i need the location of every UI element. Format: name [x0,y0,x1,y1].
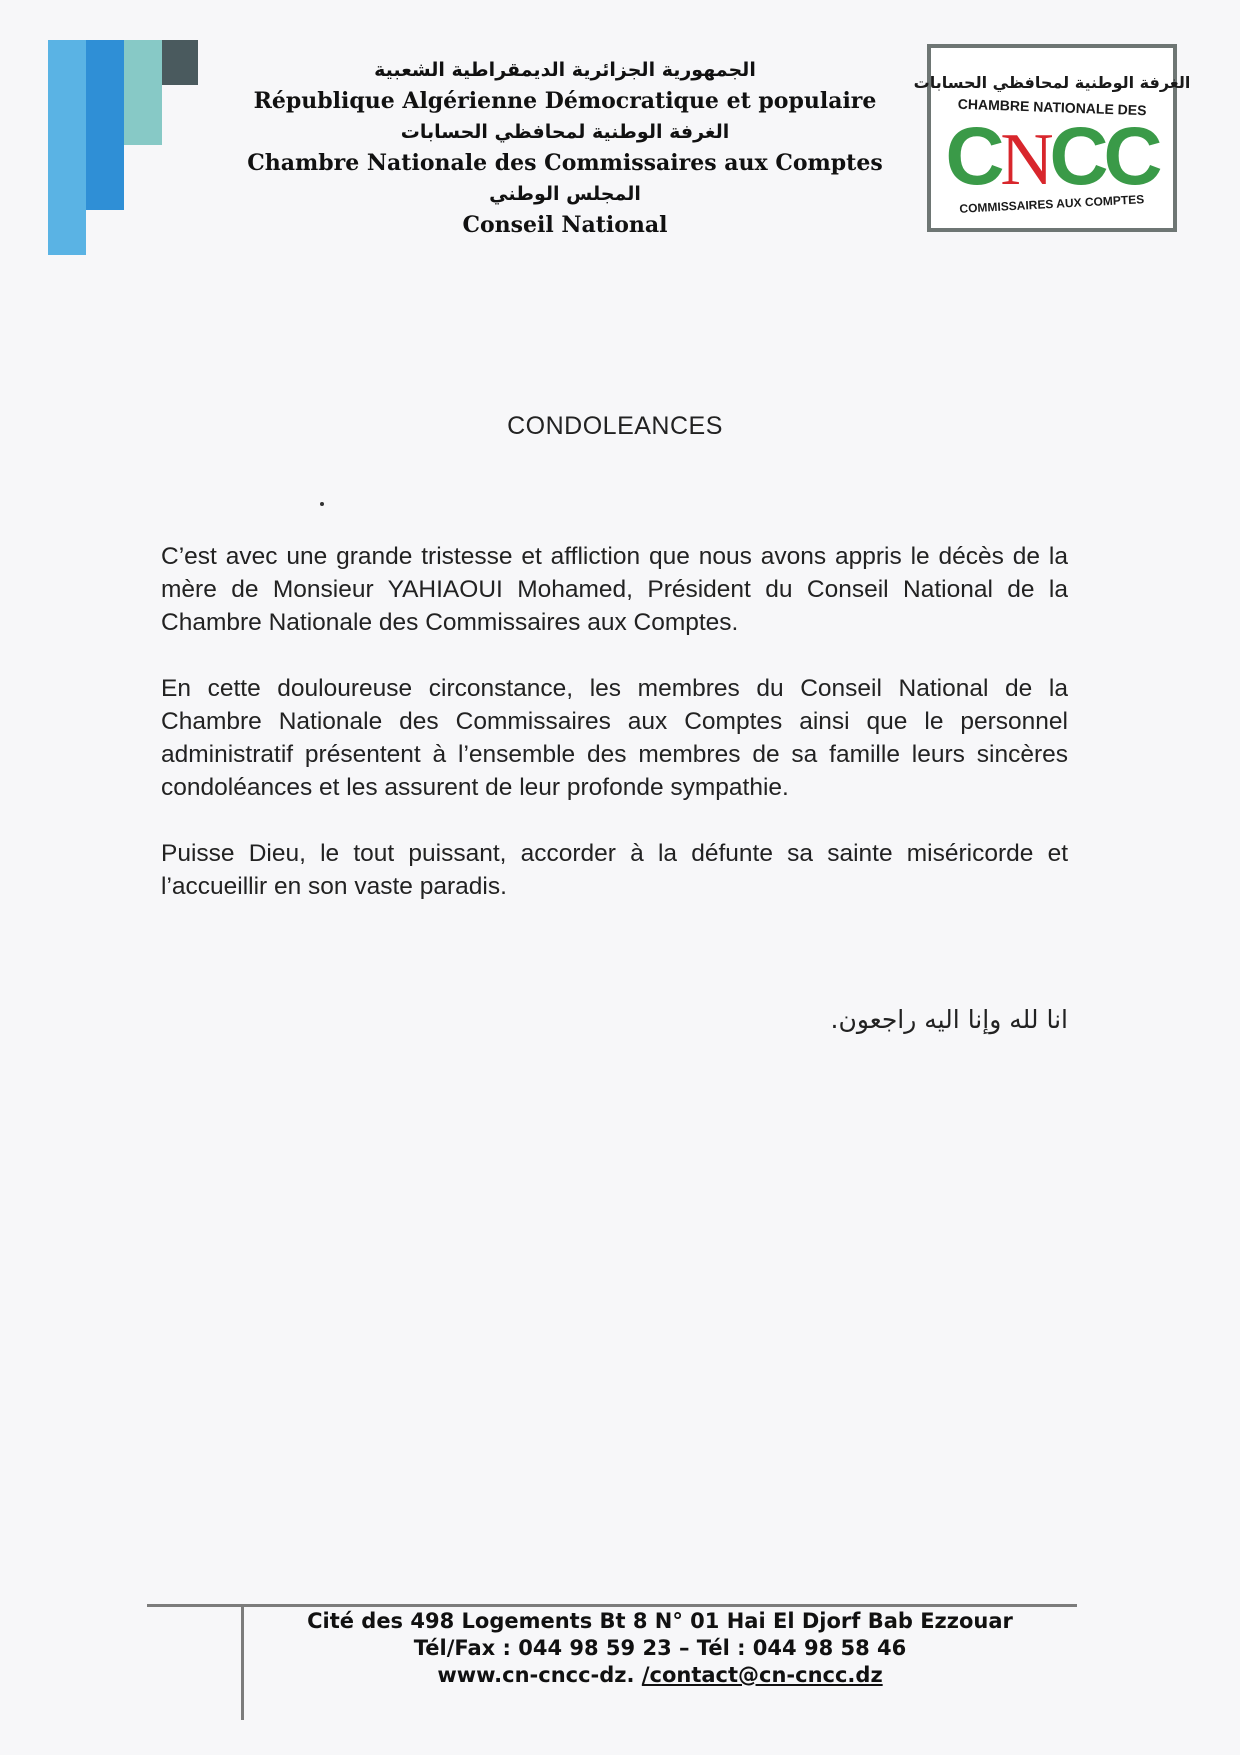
footer-phone: Tél/Fax : 044 98 59 23 – Tél : 044 98 58 46 [413,1636,907,1660]
footer-website-link[interactable]: www.cn-cncc-dz. [437,1663,635,1687]
logo-letter-n: N [1000,119,1054,201]
letterhead [230,55,900,241]
logo-letter-c1: C [945,111,1005,202]
footer-contact [270,1608,1050,1689]
logo-block-teal [124,40,162,145]
footer-email-link[interactable]: /contact@cn-cncc.dz [641,1663,883,1687]
logo-block-blue [86,40,124,210]
logo-letter-c2: C [1049,111,1109,202]
closing-arabic: انا لله وإنا اليه راجعون. [830,1005,1068,1034]
footer-address: Cité des 498 Logements Bt 8 N° 01 Hai El Djorf Bab Ezzouar [307,1609,1013,1633]
logo-block-light-blue [48,40,86,255]
header-fr-republic: République Algérienne Démocratique et populaire [253,88,877,114]
footer-divider [147,1604,1077,1607]
logo-letter-c3: C [1103,111,1163,202]
paragraph: C’est avec une grande tristesse et affliction que nous avons appris le décès de la mère de Monsieur YAHIAOUI Mohamed, Président du Conseil National de la Chambre Nationale des Commissaires aux Comptes. [161,543,1068,636]
header-fr-chamber: Chambre Nationale des Commissaires aux Comptes [247,150,883,176]
footer-vertical-divider [241,1604,244,1720]
logo-block-dark [162,40,198,85]
header-ar-chamber: الغرفة الوطنية لمحافظي الحسابات [400,121,730,143]
document-title: CONDOLEANCES [507,412,723,440]
letter-body [161,540,1068,936]
header-ar-republic: الجمهورية الجزائرية الديمقراطية الشعبية [374,59,756,81]
logo-bottom-text: COMMISSAIRES AUX COMPTES [959,192,1145,216]
stray-dot [320,502,324,506]
paragraph: Puisse Dieu, le tout puissant, accorder à la défunte sa sainte miséricorde et l’accueillir en son vaste paradis. [161,840,1068,900]
header-fr-council: Conseil National [462,212,668,238]
header-ar-council: المجلس الوطني [489,183,641,205]
cncc-logo [913,44,1191,232]
footer-web-line [270,1662,1050,1689]
paragraph: En cette douloureuse circonstance, les membres du Conseil National de la Chambre Nationale des Commissaires aux Comptes ainsi que le personnel administratif présentent à l’ensemble des membres de sa famille leurs sincères condoléances et les assurent de leur profonde sympathie. [161,675,1068,801]
logo-ar-text: الغرفة الوطنية لمحافظي الحسابات [913,73,1191,92]
institution-logo-blocks [48,40,198,260]
logo-top-text: CHAMBRE NATIONALE DES [957,95,1147,119]
